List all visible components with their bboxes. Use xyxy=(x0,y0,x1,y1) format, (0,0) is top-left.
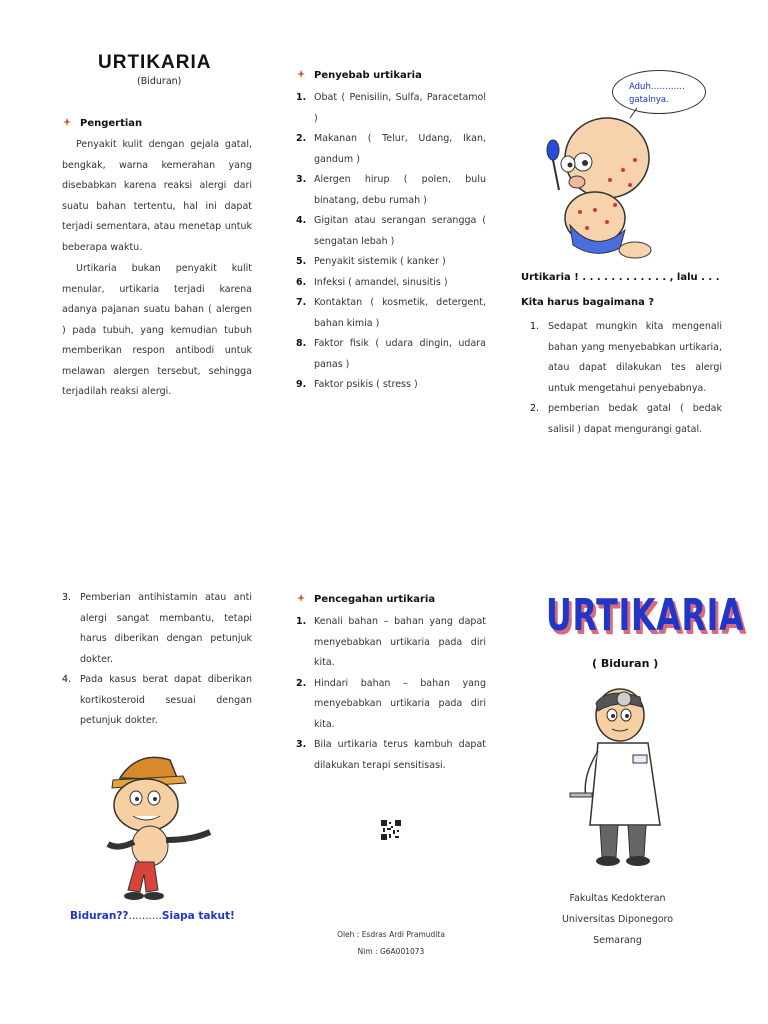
tagline xyxy=(70,910,235,922)
list-text: Makanan ( Telur, Udang, Ikan, gandum ) xyxy=(314,133,486,165)
solution-list xyxy=(530,317,722,440)
list-item xyxy=(296,170,486,211)
list-number: 1. xyxy=(530,321,540,332)
list-text: Bila urtikaria terus kambuh dapat dilakukan terapi sensitisasi. xyxy=(314,739,486,771)
list-text: Faktor fisik ( udara dingin, udara panas ) xyxy=(314,338,486,370)
itchy-baby-illustration xyxy=(535,100,675,260)
list-text: Hindari bahan – bahan yang menyebabkan urtikaria pada diri kita. xyxy=(314,677,486,730)
list-item xyxy=(296,211,486,252)
cover-subtitle: ( Biduran ) xyxy=(592,657,659,670)
list-number: 3. xyxy=(296,739,307,750)
list-text: Sedapat mungkin kita mengenali bahan yang menyebabkan urtikaria, atau dapat dilakukan tes alergi untuk mengetahui penyebabnya. xyxy=(548,321,722,394)
penyebab-list xyxy=(296,88,486,396)
list-text: Kontaktan ( kosmetik, detergent, bahan kimia ) xyxy=(314,297,486,329)
list-text: Pemberian antihistamin atau anti alergi sangat membantu, tetapi harus diberikan dengan petunjuk dokter. xyxy=(80,592,252,665)
list-number: 2. xyxy=(296,677,307,689)
list-number: 1. xyxy=(296,92,307,103)
list-number: 8. xyxy=(296,338,307,349)
list-number: 3. xyxy=(296,174,307,185)
list-number: 2. xyxy=(530,403,540,414)
pengertian-paragraph-2: Urtikaria bukan penyakit kulit menular, urtikaria terjadi karena adanya pajanan suatu bahan ( alergen ) pada tubuh, yang kemudian tubuh memberikan respon antibodi untuk melawan alergen tersebut, sehingga terjadilah reaksi alergi. xyxy=(62,263,252,397)
list-number: 3. xyxy=(62,592,72,603)
list-number: 4. xyxy=(296,215,307,226)
list-number: 9. xyxy=(296,379,307,390)
list-item xyxy=(530,399,722,440)
institution-line-2: Universitas Diponegoro xyxy=(561,914,674,925)
question-1: Urtikaria ! . . . . . . . . . . . . , lalu . . . xyxy=(521,272,720,283)
pengertian-label: Pengertian xyxy=(80,118,143,129)
bullet-icon xyxy=(296,69,306,82)
list-number: 1. xyxy=(296,616,307,627)
tagline-part-2: .......... xyxy=(128,910,162,922)
author-line: Oleh : Esdras Ardi Pramudita xyxy=(337,930,445,939)
pengertian-paragraph-1: Penyakit kulit dengan gejala gatal, bengkak, warna kemerahan yang disebabkan karena reaksi alergi dari suatu bahan tertentu, hal ini dapat terjadi sementara, atau menetap untuk beberapa waktu. xyxy=(62,139,252,253)
list-text: Obat ( Penisilin, Sulfa, Paracetamol ) xyxy=(314,92,486,124)
list-text: Penyakit sistemik ( kanker ) xyxy=(314,256,446,267)
list-number: 6. xyxy=(296,276,307,288)
list-item xyxy=(296,375,486,396)
question-2: Kita harus bagaimana ? xyxy=(521,297,655,308)
penyebab-label: Penyebab urtikaria xyxy=(314,70,422,81)
boy-character-illustration xyxy=(98,750,218,900)
pencegahan-heading xyxy=(296,593,435,606)
bullet-icon xyxy=(62,117,72,130)
penyebab-heading xyxy=(296,69,422,82)
list-item xyxy=(296,252,486,273)
pencegahan-label: Pencegahan urtikaria xyxy=(314,594,436,605)
list-number: 7. xyxy=(296,297,307,308)
cover-title: URTIKARIA xyxy=(546,590,745,641)
list-item xyxy=(296,273,486,294)
pencegahan-list xyxy=(296,612,486,776)
list-text: Alergen hirup ( polen, bulu binatang, debu rumah ) xyxy=(314,174,486,206)
tagline-part-3: Siapa takut! xyxy=(161,910,235,922)
list-text: Pada kasus berat dapat diberikan kortikosteroid sesuai dengan petunjuk dokter. xyxy=(80,674,252,726)
bubble-line-1: Aduh………… xyxy=(629,82,685,92)
doctor-illustration xyxy=(568,685,683,870)
list-text: Gigitan atau serangan serangga ( sengatan lebah ) xyxy=(314,215,486,247)
institution-line-1: Fakultas Kedokteran xyxy=(569,893,666,904)
list-number: 2. xyxy=(296,133,307,144)
list-text: Infeksi ( amandel, sinusitis ) xyxy=(314,276,448,288)
list-item xyxy=(530,317,722,399)
left-subtitle: (Biduran) xyxy=(137,76,182,87)
list-item xyxy=(296,674,486,736)
list-text: Kenali bahan – bahan yang dapat menyebabkan urtikaria pada diri kita. xyxy=(314,616,486,668)
list-item xyxy=(296,129,486,170)
qr-code-icon xyxy=(381,820,401,840)
list-text: Faktor psikis ( stress ) xyxy=(314,379,418,390)
list-item xyxy=(296,88,486,129)
list-item xyxy=(62,670,252,732)
nim-line: Nim : G6A001073 xyxy=(357,947,425,956)
bullet-icon xyxy=(296,593,306,606)
treatment-list xyxy=(62,588,252,732)
list-item xyxy=(296,735,486,776)
list-item xyxy=(296,293,486,334)
tagline-part-1: Biduran?? xyxy=(70,910,129,922)
list-item xyxy=(296,612,486,674)
pengertian-heading xyxy=(62,117,142,130)
list-text: pemberian bedak gatal ( bedak salisil ) dapat mengurangi gatal. xyxy=(548,403,722,435)
bubble-line-2: gatalnya. xyxy=(629,95,669,105)
list-item xyxy=(62,588,252,670)
list-item xyxy=(296,334,486,375)
list-number: 4. xyxy=(62,674,72,685)
left-title: URTIKARIA xyxy=(98,52,212,73)
institution-line-3: Semarang xyxy=(593,935,642,946)
list-number: 5. xyxy=(296,256,307,267)
